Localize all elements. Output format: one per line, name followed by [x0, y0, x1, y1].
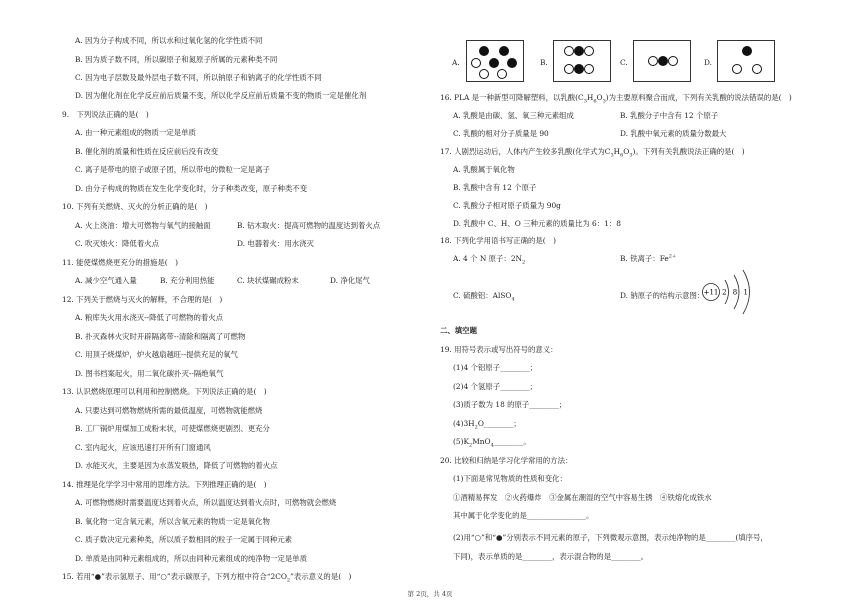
q20-part2: (2)用“○”和“●”分别表示不同元素的原子，下列微观示意图，表示纯净物的是________(填序号， [453, 533, 768, 542]
carbon-atom-icon [584, 64, 594, 74]
q12-option-a: A. 粮库失火用水浇灭--降低了可燃物的着火点 [75, 313, 224, 323]
carbon-atom-icon [471, 58, 481, 68]
q18-option-b: B. 铁离子：$Fe^{2+}$ [620, 253, 677, 263]
q11-option-d: D. 净化尾气 [330, 276, 370, 286]
q8-option-d: D. 因为催化剂在化学反应前后质量不变，所以化学反应前后质量不变的物质一定是催化剂 [75, 91, 367, 101]
q11-stem: 11. 能使煤燃烧更充分的措施是( ) [62, 257, 178, 267]
q15-label-a: A. [452, 58, 460, 67]
q18-option-a: A. 4 个 N 原子：$2N_2$ [453, 254, 526, 266]
hydrogen-atom-icon [658, 56, 668, 66]
q13-option-a: A. 只要达到可燃物燃烧所需的最低温度，可燃物就能燃烧 [75, 405, 263, 415]
q14-option-b: B. 氧化物一定含氧元素，所以含氧元素的物质一定是氧化物 [75, 516, 270, 526]
q16-option-a: A. 乳酸是由碳、氢、氧三种元素组成 [453, 111, 574, 120]
q18-option-c: C. 硫酸铝：AlSO$_4$ [453, 291, 515, 303]
q20-part2-cont: 下同)，表示单质的是________，表示混合物的是________。 [453, 552, 649, 561]
q19-stem: 19. 用符号表示或写出符号的意义： [440, 345, 558, 354]
q16-option-d: D. 乳酸中氧元素的质量分数最大 [620, 129, 727, 138]
q19-line-5: $(5)K_2MnO_4\_\_\_\_\_\_\_\_$。 [453, 437, 531, 449]
q10-stem: 10. 下列有关燃烧、灭火的分析正确的是( ) [62, 202, 208, 212]
q9-option-a: A. 由一种元素组成的物质一定是单质 [75, 128, 196, 138]
carbon-atom-icon [497, 69, 507, 79]
section-title-fill-in: 二、填空题 [440, 326, 477, 335]
q17-stem: 17. 人剧烈运动后，人体内产生较多乳酸(化学式为$C_3H_6O_3$)。下列有关乳酸说法正确的是( ) [440, 147, 745, 159]
q13-option-d: D. 水能灭火，主要是因为水蒸发吸热，降低了可燃物的着火点 [75, 461, 278, 471]
q19-line-3: (3)质子数为 18 的原子________； [453, 400, 567, 409]
q18-option-d: D. 钠原子的结构示意图： [620, 291, 705, 300]
q9-stem: 9. 下列说法正确的是( ) [62, 109, 149, 119]
hydrogen-atom-icon [507, 58, 517, 68]
q11-option-a: A. 减少空气通入量 [75, 276, 137, 286]
q20-answer-1: 其中属于化学变化的是________________。 [453, 511, 594, 520]
q14-option-d: D. 单质是由同种元素组成的，所以由同种元素组成的纯净物一定是单质 [75, 553, 308, 563]
q13-option-b: B. 工厂锅炉用煤加工成粉末状，可使煤燃烧更剧烈、更充分 [75, 424, 270, 434]
q15-box-c[interactable] [633, 40, 691, 82]
carbon-atom-icon [564, 64, 574, 74]
hydrogen-atom-icon [574, 64, 584, 74]
electron-counts: 2 8 1 [722, 288, 750, 297]
carbon-atom-icon [752, 64, 762, 74]
q17-option-d: D. 乳酸中 C、H、O 三种元素的质量比为 6：1：8 [453, 219, 621, 228]
q17-option-b: B. 乳酸中含有 12 个原子 [453, 183, 537, 192]
hydrogen-atom-icon [742, 46, 752, 56]
q10-option-a: A. 火上浇油：增大可燃物与氧气的接触面 [75, 220, 211, 230]
sodium-atom-structure-diagram [699, 266, 789, 316]
q8-option-b: B. 因为质子数不同，所以碳原子和氮原子所属的元素种类不同 [75, 54, 278, 64]
q15-box-b[interactable] [553, 40, 611, 82]
carbon-atom-icon [648, 56, 658, 66]
hydrogen-atom-icon [499, 46, 509, 56]
q9-option-c: C. 离子是带电的原子或原子团，所以带电的微粒一定是离子 [75, 165, 270, 175]
q15-label-b: B. [540, 58, 548, 67]
q12-option-b: B. 扑灭森林火灾时开辟隔离带--清除和隔离了可燃物 [75, 331, 246, 341]
q9-option-b: B. 催化剂的质量和性质在反应前后没有改变 [75, 146, 219, 156]
q15-stem: 15. 若用“●”表示氢原子、用“○”表示碳原子，下列方框中符合“$2CO_2$”表示意义的是( ) [62, 572, 352, 584]
q20-part1: (1)下面是常见物质的性质和变化： [453, 474, 567, 483]
q9-option-d: D. 由分子构成的物质在发生化学变化时，分子种类改变，原子种类不变 [75, 183, 308, 193]
hydrogen-atom-icon [489, 58, 499, 68]
nucleus-charge: +11 [703, 288, 719, 297]
carbon-atom-icon [584, 46, 594, 56]
q12-stem: 12. 下列关于燃烧与灭火的解释，不合理的是( ) [62, 294, 223, 304]
q10-option-c: C. 吹灭烛火：降低着火点 [75, 239, 159, 249]
q16-option-b: B. 乳酸分子中含有 12 个原子 [620, 111, 719, 120]
carbon-atom-icon [668, 56, 678, 66]
q19-line-4: $(4)3H_2O\_\_\_\_\_\_\_\_$； [453, 419, 521, 431]
q17-option-c: C. 乳酸分子相对原子质量为 90g [453, 201, 561, 210]
q20-stem: 20. 比较和归纳是学习化学常用的方法： [440, 456, 573, 465]
q14-option-a: A. 可燃物燃烧时需要温度达到着火点，所以温度达到着火点时，可燃物就会燃烧 [75, 498, 337, 508]
q15-label-d: D. [704, 58, 713, 67]
carbon-atom-icon [564, 46, 574, 56]
q12-option-d: D. 图书档案起火，用二氧化碳扑灭--隔绝氧气 [75, 368, 224, 378]
q11-option-c: C. 块状煤碾成粉末 [237, 276, 299, 286]
page-footer: 第 2页，共 4页 [407, 590, 453, 598]
q15-box-d[interactable] [717, 40, 775, 82]
q16-stem: 16. PLA 是一种新型可降解塑料，以乳酸$(C_3H_6O_3)$为主要原料聚合而成，下列有关乳酸的说法错误的是( ) [440, 93, 792, 105]
q15-label-c: C. [620, 58, 628, 67]
q10-option-b: B. 钻木取火：提高可燃物的温度达到着火点 [237, 220, 381, 230]
q12-option-c: C. 用顶子烧煤炉，炉火越扇越旺--提供充足的氧气 [75, 350, 238, 360]
q20-list: ①酒精易挥发 ②火药爆炸 ③金属在潮湿的空气中容易生锈 ④铁熔化成铁水 [453, 493, 712, 502]
q8-option-c: C. 因为电子层数及最外层电子数不同，所以钠原子和钠离子的化学性质不同 [75, 73, 322, 82]
q19-line-2: (2)4 个氢原子________； [453, 382, 538, 391]
q19-line-1: (1)4 个铝原子________； [453, 363, 538, 372]
q18-stem: 18. 下列化学用语书写正确的是( ) [440, 236, 556, 245]
q8-option-a: A. 因为分子构成不同，所以水和过氧化氢的化学性质不同 [75, 36, 263, 45]
q13-option-c: C. 室内起火，应该迅速打开所有门窗通风 [75, 442, 211, 452]
hydrogen-atom-icon [479, 46, 489, 56]
q17-option-a: A. 乳酸属于氧化物 [453, 165, 515, 174]
carbon-atom-icon [732, 64, 742, 74]
carbon-atom-icon [479, 69, 489, 79]
q10-option-d: D. 电器着火：用水浇灭 [237, 239, 314, 249]
q14-stem: 14. 推理是化学学习中常用的思维方法。下列推理正确的是( ) [62, 479, 267, 489]
q13-stem: 13. 认识燃烧原理可以利用和控制燃烧。下列说法正确的是( ) [62, 387, 267, 397]
q16-option-c: C. 乳酸的相对分子质量是 90 [453, 129, 549, 138]
q11-option-b: B. 充分利用热能 [160, 276, 215, 286]
q14-option-c: C. 质子数决定元素种类，所以质子数相同的粒子一定属于同种元素 [75, 535, 293, 544]
hydrogen-atom-icon [574, 46, 584, 56]
q15-box-a[interactable] [466, 40, 524, 82]
